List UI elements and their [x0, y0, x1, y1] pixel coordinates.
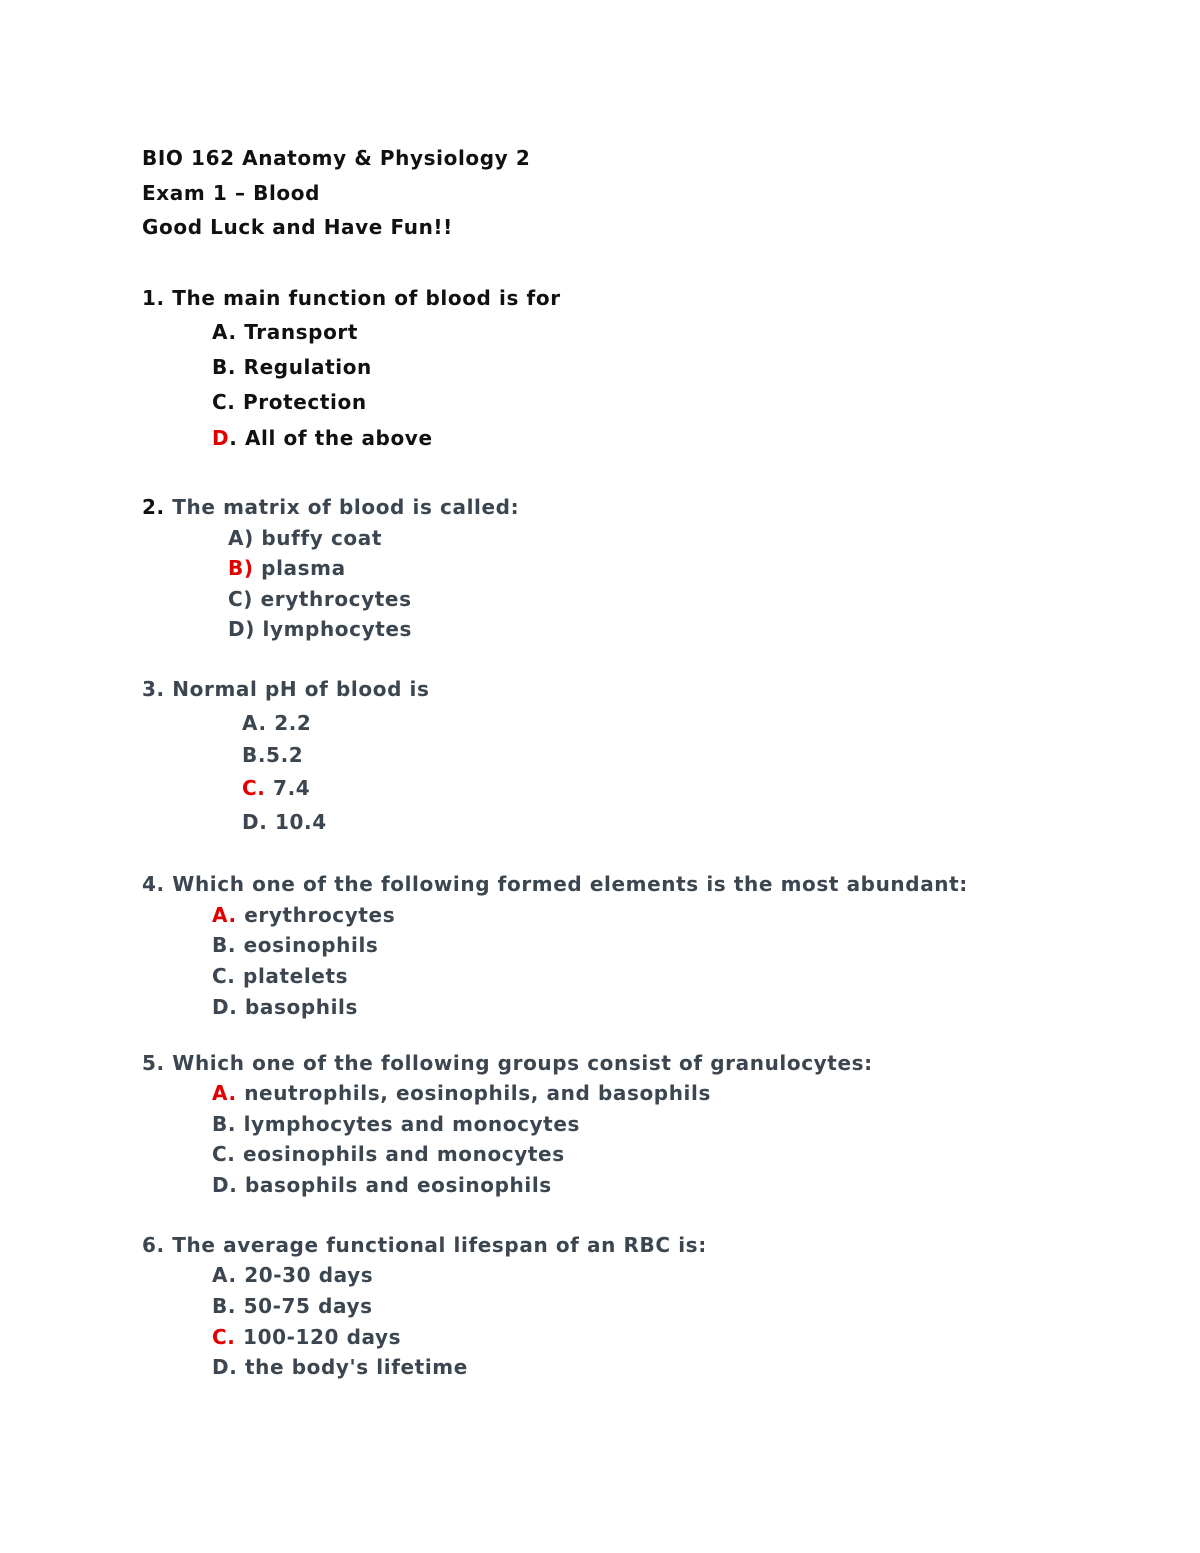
question-number: 1. [142, 286, 165, 310]
option-5a [212, 1081, 711, 1105]
option-text: platelets [235, 964, 349, 988]
option-letter: A) [228, 526, 254, 550]
option-letter: B. [212, 1112, 237, 1136]
answer-letter: A. [212, 1081, 237, 1105]
option-letter: C [212, 390, 228, 414]
option-2b [228, 556, 346, 580]
option-letter: D. [212, 1355, 238, 1379]
question-text: Which one of the following formed elements is the most abundant: [172, 872, 968, 896]
option-letter: C) [228, 587, 254, 611]
question-text: The matrix of blood is called: [172, 495, 520, 519]
option-3a [242, 711, 311, 735]
option-text: lymphocytes and monocytes [236, 1112, 581, 1136]
option-5b [212, 1112, 580, 1136]
option-text: the body's lifetime [237, 1355, 468, 1379]
question-4 [142, 872, 968, 896]
answer-letter: C. [212, 1325, 236, 1349]
option-text: neutrophils, eosinophils, and basophils [236, 1081, 711, 1105]
option-text: 7.4 [265, 776, 311, 800]
option-letter: B. [242, 743, 267, 767]
exam-title: Exam 1 – Blood [142, 181, 320, 205]
option-3d [242, 810, 327, 834]
option-text: basophils [237, 995, 358, 1019]
answer-letter: C. [242, 776, 266, 800]
greeting: Good Luck and Have Fun!! [142, 215, 453, 239]
option-2d [228, 617, 412, 641]
option-text: 10.4 [267, 810, 327, 834]
option-letter: D. [212, 995, 238, 1019]
question-3 [142, 677, 430, 701]
answer-letter: D [212, 426, 230, 450]
option-text: 5.2 [266, 743, 304, 767]
option-1a: A. Transport [212, 320, 359, 344]
course-title: BIO 162 Anatomy & Physiology 2 [142, 146, 531, 170]
option-2c [228, 587, 412, 611]
option-letter: C. [212, 1142, 236, 1166]
option-5c [212, 1142, 565, 1166]
question-text: The main function of blood is for [172, 286, 561, 310]
answer-letter: B) [228, 556, 254, 580]
option-letter: B. [212, 933, 237, 957]
option-6d [212, 1355, 468, 1379]
question-1 [142, 286, 561, 310]
option-6a [212, 1263, 373, 1287]
question-number: 3. [142, 677, 165, 701]
option-1d: D. All of the above [212, 426, 433, 450]
option-1b: B. Regulation [212, 355, 372, 379]
option-text: lymphocytes [254, 617, 413, 641]
question-6 [142, 1233, 707, 1257]
option-letter: B [212, 355, 228, 379]
option-5d [212, 1173, 552, 1197]
option-3b [242, 743, 303, 767]
option-text: 50-75 days [236, 1294, 373, 1318]
answer-letter: A. [212, 903, 237, 927]
question-text: Normal pH of blood is [172, 677, 430, 701]
option-text: erythrocytes [236, 903, 396, 927]
option-text: basophils and eosinophils [237, 1173, 552, 1197]
option-text: Transport [236, 320, 359, 344]
question-text: The average functional lifespan of an RBC is: [172, 1233, 707, 1257]
option-4d [212, 995, 358, 1019]
question-2 [142, 495, 519, 519]
option-text: buffy coat [253, 526, 383, 550]
option-letter: A [212, 320, 229, 344]
option-letter: B. [212, 1294, 237, 1318]
option-letter: D. [212, 1173, 238, 1197]
option-text: plasma [253, 556, 346, 580]
option-2a [228, 526, 382, 550]
option-letter: A. [212, 1263, 237, 1287]
option-text: All of the above [237, 426, 433, 450]
option-text: Regulation [236, 355, 372, 379]
question-number: 2. [142, 495, 165, 519]
option-text: 20-30 days [236, 1263, 374, 1287]
question-5 [142, 1051, 873, 1075]
question-number: 6. [142, 1233, 165, 1257]
option-letter: D. [242, 810, 268, 834]
question-number: 4. [142, 872, 165, 896]
option-text: eosinophils and monocytes [235, 1142, 565, 1166]
option-text: 100-120 days [235, 1325, 402, 1349]
option-1c: C. Protection [212, 390, 367, 414]
option-letter: C. [212, 964, 236, 988]
question-number: 5. [142, 1051, 165, 1075]
option-6c [212, 1325, 401, 1349]
option-6b [212, 1294, 373, 1318]
option-letter: D) [228, 617, 255, 641]
option-text: Protection [235, 390, 367, 414]
option-4c [212, 964, 348, 988]
option-text: erythrocytes [253, 587, 412, 611]
option-letter: A. [242, 711, 267, 735]
question-text: Which one of the following groups consist of granulocytes: [172, 1051, 873, 1075]
option-3c [242, 776, 310, 800]
option-4a [212, 903, 395, 927]
option-text: eosinophils [236, 933, 379, 957]
option-text: 2.2 [266, 711, 312, 735]
option-4b [212, 933, 378, 957]
